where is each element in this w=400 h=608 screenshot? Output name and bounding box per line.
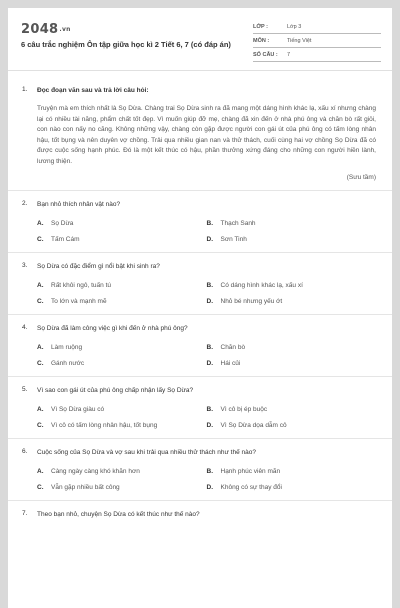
question-text: Sọ Dừa có đặc điểm gì nổi bật khi sinh ra? — [37, 263, 160, 270]
question-item — [8, 448, 392, 491]
passage-prompt: Đọc đoạn văn sau và trả lời câu hỏi: — [37, 87, 149, 94]
question-text: Cuộc sống của Sọ Dừa và vợ sau khi trải qua nhiều thử thách như thế nào? — [37, 449, 256, 456]
answer-option[interactable] — [207, 484, 377, 491]
option-text: Tấm Cám — [51, 236, 80, 243]
meta-label: MÔN : — [253, 37, 270, 44]
question-item — [8, 324, 392, 367]
question-text: Vì sao con gái út của phú ông chấp nhận lấy Sọ Dừa? — [37, 387, 194, 394]
logo-suffix: .vn — [59, 26, 71, 33]
meta-value: Tiếng Việt — [287, 37, 312, 44]
option-letter: B. — [206, 220, 213, 227]
option-letter: A. — [37, 468, 44, 475]
option-letter: B. — [206, 344, 213, 351]
logo-text: 2048 — [21, 22, 59, 37]
option-letter: C. — [37, 422, 44, 429]
passage-question — [8, 86, 392, 181]
question-list — [8, 86, 392, 520]
option-text: Thạch Sanh — [220, 220, 256, 227]
option-letter: B. — [206, 282, 213, 289]
divider — [8, 314, 392, 315]
answer-option[interactable] — [207, 406, 377, 413]
meta-row-grade — [253, 20, 381, 34]
option-letter: D. — [206, 422, 213, 429]
meta-row-count — [253, 48, 381, 62]
passage-source: (Sưu tầm) — [346, 174, 376, 181]
reading-passage: Truyện mà em thích nhất là Sọ Dừa. Chàng trai Sọ Dừa sinh ra đã mang một dáng hình khác lạ, xấu xí nhưng chàng lại có nhiều tài năng, phẩm chất tốt đẹp. Vì muốn giúp đỡ mẹ, chàng đã xin đến ở nhà phú ông và chăn bò rất giỏi, con nào con nấy no căng. Không những vậy, chàng còn gặp được người con gái út của phú ông có tấm lòng nhân hậu, tốt bụng và nên duyên vợ chồng. Trải qua nhiều gian nan và thử thách, cuối cùng hai vợ chồng Sọ Dừa đã có được cuộc sống hạnh phúc. Đó là một kết thúc có hậu, phần thưởng xứng đáng cho những con người hiền lành, lương thiện. — [37, 105, 376, 165]
divider — [8, 376, 392, 377]
option-text: Rất khôi ngô, tuấn tú — [51, 282, 111, 289]
answer-option[interactable] — [207, 298, 377, 305]
option-letter: C. — [37, 484, 44, 491]
question-number: 1. — [22, 86, 28, 93]
option-text: Hái củi — [220, 360, 241, 367]
meta-label: LỚP : — [253, 23, 268, 30]
answer-option[interactable] — [207, 282, 377, 289]
option-text: Vì Sọ Dừa giàu có — [51, 406, 105, 413]
option-text: Làm ruộng — [51, 344, 83, 351]
option-text: Hạnh phúc viên mãn — [220, 468, 281, 475]
question-text: Sọ Dừa đã làm công việc gì khi đến ở nhà phú ông? — [37, 325, 188, 332]
site-logo[interactable] — [21, 22, 71, 37]
question-number: 3. — [22, 262, 28, 269]
question-number: 2. — [22, 200, 28, 207]
answer-option[interactable] — [207, 344, 377, 351]
question-number: 6. — [22, 448, 28, 455]
option-letter: D. — [206, 298, 213, 305]
divider — [8, 438, 392, 439]
option-letter: A. — [37, 282, 44, 289]
answer-option[interactable] — [37, 282, 207, 289]
answer-options — [37, 220, 376, 243]
option-letter: B. — [206, 468, 213, 475]
question-number: 5. — [22, 386, 28, 393]
option-text: Vì cô bị ép buộc — [220, 406, 268, 413]
option-letter: D. — [206, 360, 213, 367]
option-letter: A. — [37, 220, 44, 227]
answer-option[interactable] — [37, 298, 207, 305]
worksheet-page — [8, 8, 392, 608]
answer-option[interactable] — [37, 236, 207, 243]
option-text: Sọ Dừa — [51, 220, 74, 227]
option-text: Vẫn gặp nhiều bất công — [51, 484, 120, 491]
option-letter: B. — [206, 406, 213, 413]
worksheet-header — [8, 8, 392, 70]
option-letter: C. — [37, 298, 44, 305]
option-letter: D. — [206, 236, 213, 243]
meta-row-subject — [253, 34, 381, 48]
meta-label: SỐ CÂU : — [253, 51, 278, 58]
page-title: 6 câu trắc nghiệm Ôn tập giữa học kì 2 Tiết 6, 7 (có đáp án) — [21, 40, 231, 49]
answer-options — [37, 344, 376, 367]
option-letter: C. — [37, 360, 44, 367]
option-text: Có dáng hình khác lạ, xấu xí — [220, 282, 303, 289]
header-divider — [8, 70, 392, 71]
answer-option[interactable] — [207, 236, 377, 243]
divider — [8, 500, 392, 501]
question-item — [8, 200, 392, 243]
answer-option[interactable] — [207, 220, 377, 227]
answer-option[interactable] — [37, 344, 207, 351]
option-text: Nhỏ bé nhưng yếu ớt — [220, 298, 283, 305]
answer-options — [37, 406, 376, 429]
answer-option[interactable] — [37, 484, 207, 491]
answer-options — [37, 282, 376, 305]
question-number: 4. — [22, 324, 28, 331]
answer-option[interactable] — [37, 422, 207, 429]
option-text: Chăn bò — [220, 344, 246, 351]
answer-option[interactable] — [37, 220, 207, 227]
divider — [8, 252, 392, 253]
question-item — [8, 386, 392, 429]
option-letter: A. — [37, 406, 44, 413]
option-text: Vì Sọ Dừa dọa dẫm cô — [220, 422, 287, 429]
answer-options — [37, 468, 376, 491]
answer-option[interactable] — [207, 360, 377, 367]
meta-table — [253, 20, 381, 62]
option-text: Vì cô có tấm lòng nhân hậu, tốt bụng — [51, 422, 158, 429]
answer-option[interactable] — [207, 468, 377, 475]
option-text: Sơn Tinh — [220, 236, 247, 243]
divider — [8, 190, 392, 191]
option-text: Càng ngày càng khó khăn hơn — [51, 468, 140, 475]
answer-option[interactable] — [37, 468, 207, 475]
question-text: Bạn nhỏ thích nhân vật nào? — [37, 201, 121, 208]
answer-option[interactable] — [37, 360, 207, 367]
question-text: Theo bạn nhỏ, chuyện Sọ Dừa có kết thúc như thế nào? — [37, 511, 200, 518]
option-text: Gánh nước — [51, 360, 85, 367]
meta-value: 7 — [287, 51, 291, 58]
option-letter: C. — [37, 236, 44, 243]
option-text: To lớn và mạnh mẽ — [51, 298, 107, 305]
option-text: Không có sự thay đổi — [220, 484, 282, 491]
question-item — [8, 262, 392, 305]
option-letter: D. — [206, 484, 213, 491]
option-letter: A. — [37, 344, 44, 351]
question-number: 7. — [22, 510, 28, 517]
answer-option[interactable] — [207, 422, 377, 429]
question-item — [8, 510, 392, 520]
answer-option[interactable] — [37, 406, 207, 413]
meta-value: Lớp 3 — [287, 23, 302, 30]
